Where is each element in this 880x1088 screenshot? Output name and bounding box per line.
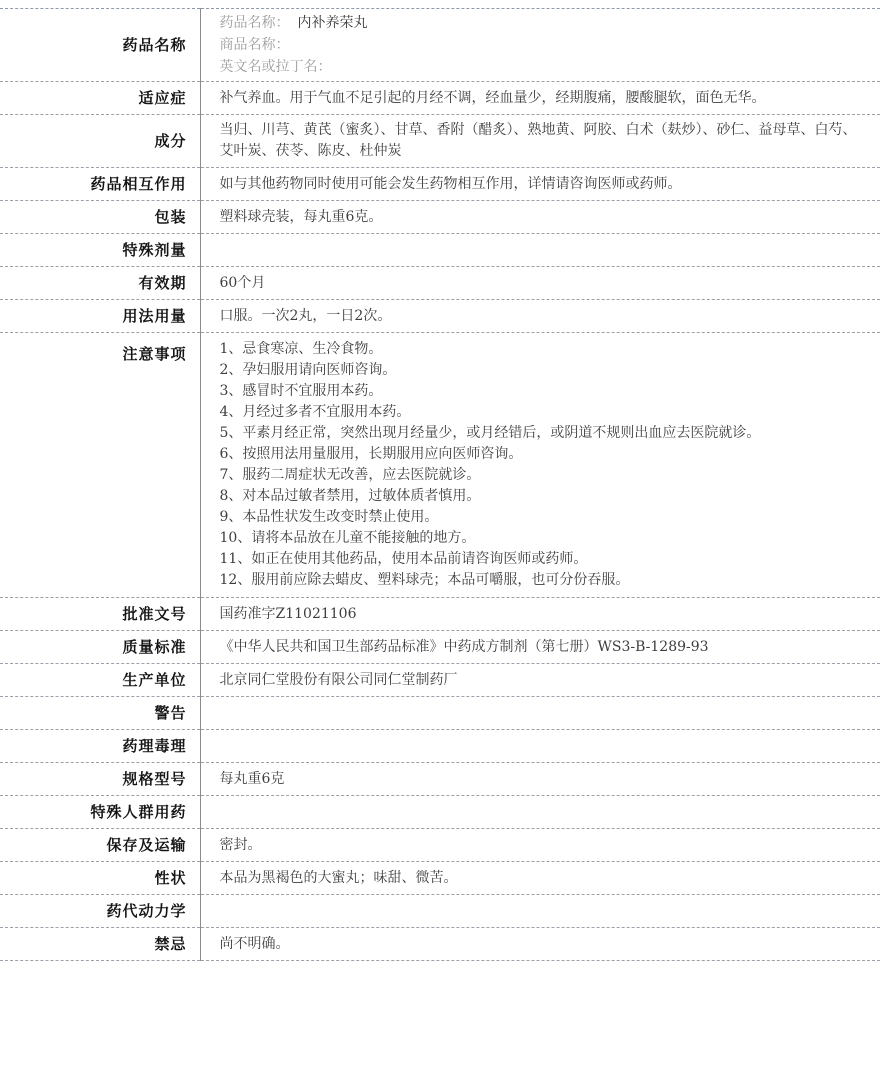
row-warning	[0, 697, 880, 730]
row-quality-standard	[0, 631, 880, 664]
pharmacokinetics-text	[200, 895, 880, 928]
page	[0, 8, 880, 1088]
row-interactions	[0, 168, 880, 201]
row-storage-transport	[0, 829, 880, 862]
precaution-item: 7、服药二周症状无改善，应去医院就诊。	[219, 467, 481, 483]
row-special-dosage	[0, 234, 880, 267]
storage-transport-text: 密封。	[219, 836, 262, 853]
drug-name-cell	[200, 9, 880, 82]
row-label-specification: 规格型号	[0, 763, 200, 796]
precaution-item: 10、请将本品放在儿童不能接触的地方。	[219, 530, 476, 546]
generic-name-value: 内补养荣丸	[297, 15, 368, 31]
precautions-list	[200, 333, 880, 598]
precaution-item: 9、本品性状发生改变时禁止使用。	[219, 509, 439, 525]
row-label-pharmacokinetics: 药代动力学	[0, 895, 200, 928]
row-label-special-dosage: 特殊剂量	[0, 234, 200, 267]
row-dosage-usage	[0, 300, 880, 333]
interactions-text: 如与其他药物同时使用可能会发生药物相互作用，详情请咨询医师或药师。	[219, 175, 682, 192]
drug-info-table	[0, 8, 880, 961]
description-text: 本品为黑褐色的大蜜丸；味甜、微苦。	[219, 869, 458, 886]
row-label-shelf-life: 有效期	[0, 267, 200, 300]
row-label-indications: 适应症	[0, 82, 200, 115]
row-label-warning: 警告	[0, 697, 200, 730]
row-label-drug-name: 药品名称	[0, 9, 200, 82]
row-specification	[0, 763, 880, 796]
row-shelf-life	[0, 267, 880, 300]
row-label-quality-standard: 质量标准	[0, 631, 200, 664]
packaging-text: 塑料球壳装，每丸重6克。	[219, 208, 383, 225]
special-population-text	[200, 796, 880, 829]
latin-name-line	[220, 56, 869, 78]
row-packaging	[0, 201, 880, 234]
generic-name-label: 药品名称：	[219, 15, 290, 31]
row-label-manufacturer: 生产单位	[0, 664, 200, 697]
row-pharmacology-toxicology	[0, 730, 880, 763]
row-label-dosage-usage: 用法用量	[0, 300, 200, 333]
row-label-approval-number: 批准文号	[0, 598, 200, 631]
row-special-population	[0, 796, 880, 829]
row-label-ingredients: 成分	[0, 115, 200, 168]
row-label-contraindications: 禁忌	[0, 928, 200, 961]
precaution-item: 3、感冒时不宜服用本药。	[219, 383, 383, 399]
precaution-item: 8、对本品过敏者禁用，过敏体质者慎用。	[219, 488, 481, 504]
precaution-item: 2、孕妇服用请向医师咨询。	[219, 362, 397, 378]
row-precautions	[0, 333, 880, 598]
ingredients-text: 当归、川芎、黄芪（蜜炙）、甘草、香附（醋炙）、熟地黄、阿胶、白术（麸炒）、砂仁、益母草、白芍、艾叶炭、茯苓、陈皮、杜仲炭	[219, 122, 857, 159]
generic-name-line	[220, 12, 869, 34]
specification-text: 每丸重6克	[219, 770, 285, 787]
pharmacology-toxicology-text	[200, 730, 880, 763]
warning-text	[200, 697, 880, 730]
row-label-interactions: 药品相互作用	[0, 168, 200, 201]
manufacturer-text: 北京同仁堂股份有限公司同仁堂制药厂	[219, 671, 458, 688]
row-indications	[0, 82, 880, 115]
row-label-pharmacology-toxicology: 药理毒理	[0, 730, 200, 763]
trade-name-label: 商品名称：	[219, 37, 290, 53]
row-manufacturer	[0, 664, 880, 697]
quality-standard-text: 《中华人民共和国卫生部药品标准》中药成方制剂（第七册）WS3-B-1289-93	[219, 638, 709, 655]
row-drug-name	[0, 9, 880, 82]
row-label-storage-transport: 保存及运输	[0, 829, 200, 862]
row-contraindications	[0, 928, 880, 961]
trade-name-line	[220, 34, 869, 56]
precaution-item: 4、月经过多者不宜服用本药。	[219, 404, 411, 420]
row-description	[0, 862, 880, 895]
approval-number-text: 国药准字Z11021106	[219, 605, 357, 622]
precaution-item: 6、按照用法用量服用，长期服用应向医师咨询。	[219, 446, 523, 462]
contraindications-text: 尚不明确。	[219, 935, 290, 952]
special-dosage-text	[200, 234, 880, 267]
precaution-item: 5、平素月经正常，突然出现月经量少，或月经错后，或阴道不规则出血应去医院就诊。	[219, 425, 761, 441]
dosage-usage-text: 口服。一次2丸，一日2次。	[219, 307, 392, 324]
row-approval-number	[0, 598, 880, 631]
row-label-description: 性状	[0, 862, 200, 895]
precaution-item: 11、如正在使用其他药品，使用本品前请咨询医师或药师。	[219, 551, 588, 567]
row-label-packaging: 包装	[0, 201, 200, 234]
latin-name-label: 英文名或拉丁名：	[219, 59, 332, 75]
indications-text: 补气养血。用于气血不足引起的月经不调，经血量少，经期腹痛，腰酸腿软，面色无华。	[219, 89, 766, 106]
shelf-life-text: 60个月	[219, 274, 266, 291]
row-label-special-population: 特殊人群用药	[0, 796, 200, 829]
row-label-precautions: 注意事项	[0, 333, 200, 598]
row-pharmacokinetics	[0, 895, 880, 928]
row-ingredients	[0, 115, 880, 168]
precaution-item: 1、忌食寒凉、生冷食物。	[219, 341, 383, 357]
precaution-item: 12、服用前应除去蜡皮、塑料球壳；本品可嚼服，也可分份吞服。	[219, 572, 630, 588]
